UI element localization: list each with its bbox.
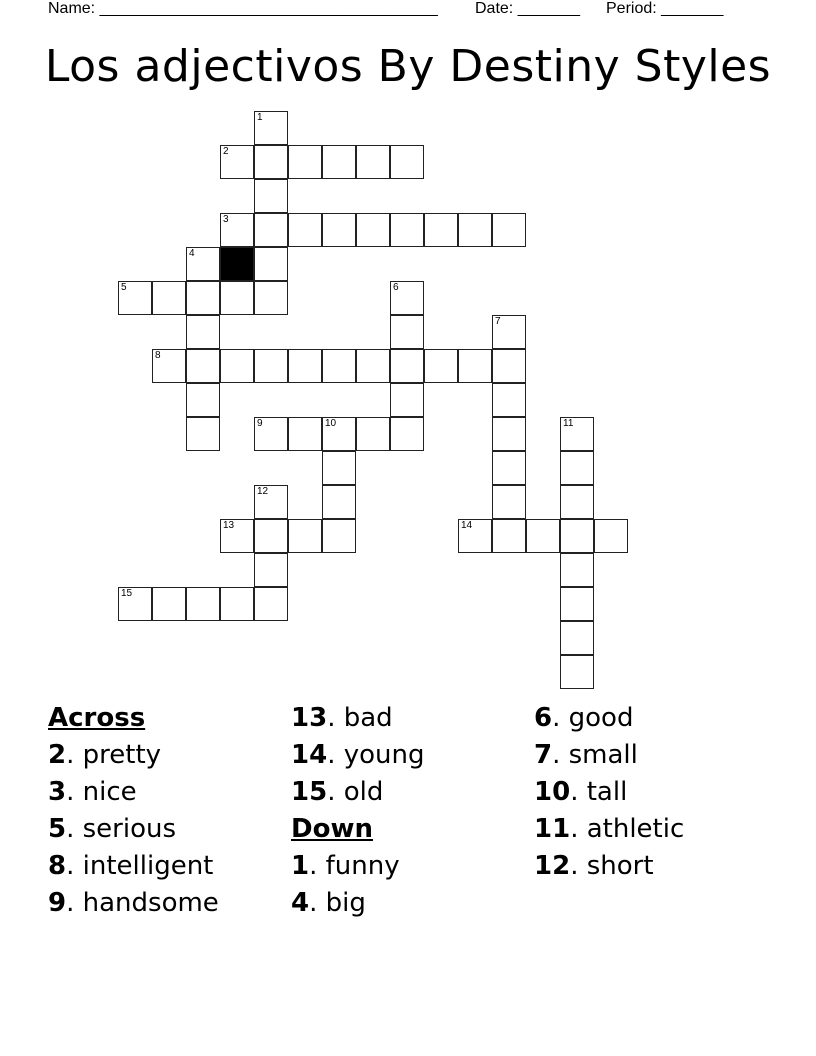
grid-cell[interactable] — [220, 145, 254, 179]
clue-column-3 — [534, 700, 684, 885]
clue-number: 7 — [495, 316, 501, 327]
grid-cell[interactable] — [220, 587, 254, 621]
clue-number: 3 — [223, 214, 229, 225]
down-heading: Down — [291, 814, 373, 844]
grid-cell[interactable] — [560, 485, 594, 519]
clue-number: 9 — [257, 418, 263, 429]
grid-cell[interactable] — [288, 145, 322, 179]
grid-cell[interactable] — [186, 587, 220, 621]
grid-cell[interactable] — [390, 315, 424, 349]
grid-cell[interactable] — [254, 519, 288, 553]
clue-item: 13. bad — [291, 703, 393, 733]
grid-cell[interactable] — [356, 417, 390, 451]
grid-cell[interactable] — [526, 519, 560, 553]
clue-item: 15. old — [291, 777, 384, 807]
grid-cell[interactable] — [118, 281, 152, 315]
grid-cell[interactable] — [390, 383, 424, 417]
across-heading: Across — [48, 703, 146, 733]
grid-cell[interactable] — [390, 213, 424, 247]
grid-cell[interactable] — [254, 247, 288, 281]
grid-cell[interactable] — [458, 349, 492, 383]
grid-cell[interactable] — [152, 349, 186, 383]
clue-number: 12 — [257, 486, 269, 497]
page-title: Los adjectivos By Destiny Styles — [44, 41, 772, 92]
clue-number: 6 — [393, 282, 399, 293]
grid-cell[interactable] — [492, 315, 526, 349]
grid-cell[interactable] — [186, 417, 220, 451]
grid-cell[interactable] — [322, 485, 356, 519]
clue-number: 4 — [189, 248, 195, 259]
grid-cell[interactable] — [492, 519, 526, 553]
grid-cell[interactable] — [152, 281, 186, 315]
grid-cell[interactable] — [390, 145, 424, 179]
grid-cell[interactable] — [186, 349, 220, 383]
grid-cell[interactable] — [560, 451, 594, 485]
grid-cell[interactable] — [186, 247, 220, 281]
grid-cell[interactable] — [186, 281, 220, 315]
clue-item: 5. serious — [48, 814, 177, 844]
grid-cell[interactable] — [152, 587, 186, 621]
clue-item: 6. good — [534, 703, 634, 733]
clue-item: 2. pretty — [48, 740, 162, 770]
grid-cell[interactable] — [220, 519, 254, 553]
grid-cell[interactable] — [254, 281, 288, 315]
clue-number: 15 — [121, 588, 133, 599]
clue-number: 2 — [223, 146, 229, 157]
grid-cell[interactable] — [560, 553, 594, 587]
name-field[interactable]: Name: ______________________________________ — [48, 0, 438, 17]
grid-cell[interactable] — [356, 145, 390, 179]
date-field[interactable]: Date: _______ — [475, 0, 580, 17]
grid-cell[interactable] — [594, 519, 628, 553]
clue-number: 14 — [461, 520, 473, 531]
grid-cell[interactable] — [458, 519, 492, 553]
grid-cell[interactable] — [356, 213, 390, 247]
grid-cell[interactable] — [492, 485, 526, 519]
grid-cell[interactable] — [492, 451, 526, 485]
grid-cell[interactable] — [254, 485, 288, 519]
grid-cell[interactable] — [390, 417, 424, 451]
clue-number: 1 — [257, 112, 263, 123]
grid-cell[interactable] — [424, 349, 458, 383]
clue-column-2 — [291, 700, 424, 922]
clue-number: 5 — [121, 282, 127, 293]
grid-cell[interactable] — [492, 213, 526, 247]
grid-cell[interactable] — [254, 179, 288, 213]
grid-cell[interactable] — [254, 111, 288, 145]
clue-item: 3. nice — [48, 777, 137, 807]
grid-cell[interactable] — [322, 417, 356, 451]
clue-item: 4. big — [291, 888, 366, 918]
grid-cell[interactable] — [390, 281, 424, 315]
clue-column-1 — [48, 700, 219, 922]
grid-cell[interactable] — [322, 213, 356, 247]
grid-cell[interactable] — [560, 655, 594, 689]
grid-cell[interactable] — [288, 349, 322, 383]
grid-cell[interactable] — [560, 621, 594, 655]
clue-item: 10. tall — [534, 777, 628, 807]
grid-cell[interactable] — [220, 349, 254, 383]
grid-cell[interactable] — [322, 349, 356, 383]
grid-cell[interactable] — [220, 281, 254, 315]
grid-cell[interactable] — [560, 587, 594, 621]
grid-cell[interactable] — [254, 213, 288, 247]
grid-cell[interactable] — [322, 145, 356, 179]
grid-cell[interactable] — [322, 519, 356, 553]
grid-cell[interactable] — [254, 587, 288, 621]
grid-cell[interactable] — [254, 349, 288, 383]
clue-item: 1. funny — [291, 851, 400, 881]
grid-cell[interactable] — [390, 349, 424, 383]
black-square — [220, 247, 254, 281]
grid-cell[interactable] — [220, 213, 254, 247]
clue-number: 11 — [563, 418, 574, 429]
grid-cell[interactable] — [186, 383, 220, 417]
grid-cell[interactable] — [458, 213, 492, 247]
grid-cell[interactable] — [118, 587, 152, 621]
clue-item: 7. small — [534, 740, 638, 770]
grid-cell[interactable] — [288, 417, 322, 451]
grid-cell[interactable] — [186, 315, 220, 349]
clue-item: 11. athletic — [534, 814, 685, 844]
grid-cell[interactable] — [424, 213, 458, 247]
clue-item: 9. handsome — [48, 888, 219, 918]
grid-cell[interactable] — [254, 417, 288, 451]
grid-cell[interactable] — [492, 349, 526, 383]
grid-cell[interactable] — [356, 349, 390, 383]
grid-cell[interactable] — [560, 519, 594, 553]
period-field[interactable]: Period: _______ — [606, 0, 724, 17]
clue-item: 12. short — [534, 851, 654, 881]
grid-cell[interactable] — [254, 553, 288, 587]
grid-cell[interactable] — [254, 145, 288, 179]
grid-cell[interactable] — [492, 383, 526, 417]
clue-number: 8 — [155, 350, 161, 361]
grid-cell[interactable] — [322, 451, 356, 485]
clue-number: 13 — [223, 520, 235, 531]
clue-number: 10 — [325, 418, 337, 429]
grid-cell[interactable] — [492, 417, 526, 451]
clue-item: 14. young — [291, 740, 425, 770]
grid-cell[interactable] — [560, 417, 594, 451]
grid-cell[interactable] — [288, 213, 322, 247]
grid-cell[interactable] — [288, 519, 322, 553]
clue-item: 8. intelligent — [48, 851, 214, 881]
